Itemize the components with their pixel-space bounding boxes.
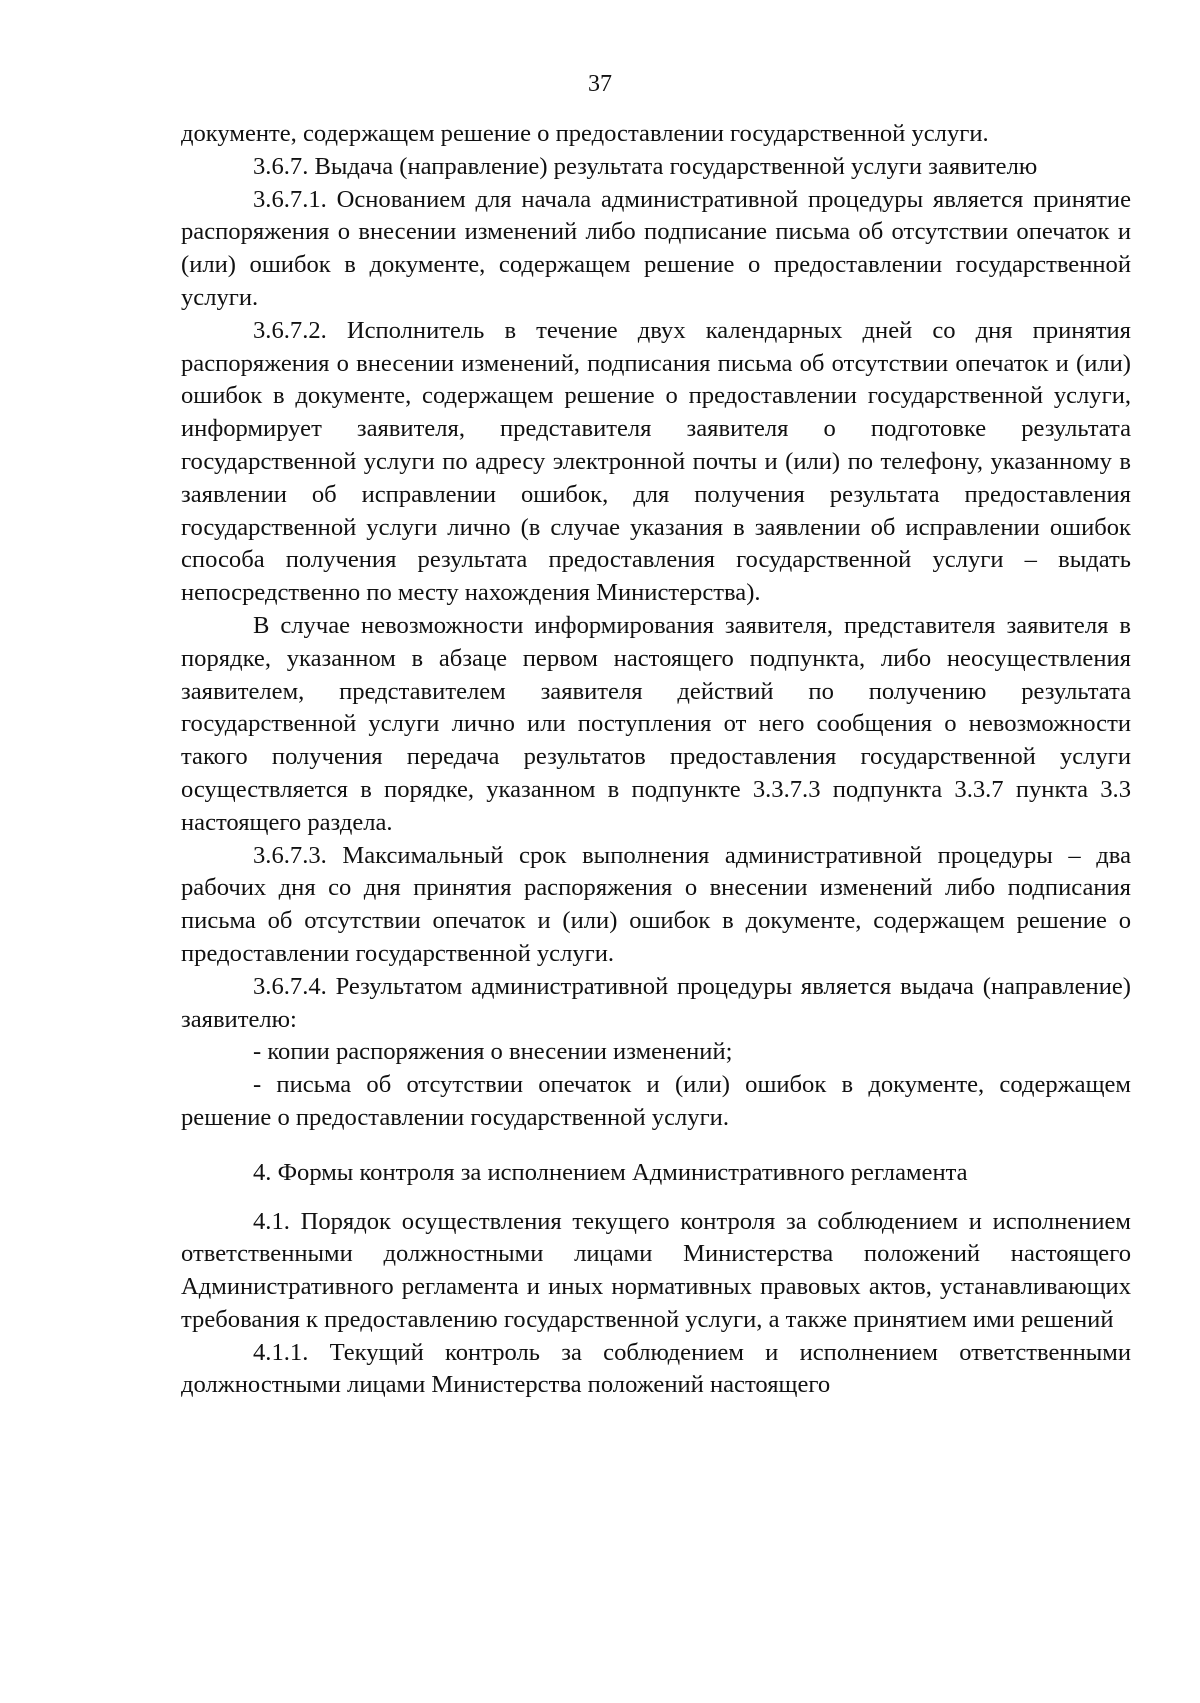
list-item: - копии распоряжения о внесении изменений; [253,1038,733,1066]
paragraph: 4.1. Порядок осуществления текущего контроля за соблюдением и исполнением ответственными должностными лицами Министерства положений настоящего Административного регламента и иных нормативных правовых актов, устанавливающих требования к предоставлению государственной услуги, а также принятием ими решений [181,1207,1131,1333]
page-number: 37 [588,71,612,97]
paragraph: 3.6.7.3. Максимальный срок выполнения административной процедуры – два рабочих дня со дня принятия распоряжения о внесении изменений либо подписания письма об отсутствии опечаток и (или) ошибок в документе, содержащем решение о предоставлении государственной услуги. [181,841,1131,967]
paragraph: 3.6.7.4. Результатом административной процедуры является выдача (направление) заявителю: [181,972,1131,1033]
paragraph: В случае невозможности информирования заявителя, представителя заявителя в порядке, указанном в абзаце первом настоящего подпункта, либо неосуществления заявителем, представителем заявителя действий по получению результата государственной услуги лично или поступления от него сообщения о невозможности такого получения передача результатов предоставления государственной услуги осуществляется в порядке, указанном в подпункте 3.3.7.3 подпункта 3.3.7 пункта 3.3 настоящего раздела. [181,611,1131,836]
paragraph: 3.6.7. Выдача (направление) результата государственной услуги заявителю [253,152,1038,180]
document-body [181,118,1131,1402]
paragraph: 3.6.7.1. Основанием для начала административной процедуры является принятие распоряжения о внесении изменений либо подписание письма об отсутствии опечаток и (или) ошибок в документе, содержащем решение о предоставлении государственной услуги. [181,185,1131,311]
paragraph: документе, содержащем решение о предоставлении государственной услуги. [181,120,989,147]
paragraph: 4.1.1. Текущий контроль за соблюдением и исполнением ответственными должностными лицами Министерства положений настоящего [181,1338,1131,1399]
paragraph: 3.6.7.2. Исполнитель в течение двух календарных дней со дня принятия распоряжения о внесении изменений, подписания письма об отсутствии опечаток и (или) ошибок в документе, содержащем решение о предоставлении государственной услуги, информирует заявителя, представителя заявителя о подготовке результата государственной услуги по адресу электронной почты и (или) по телефону, указанному в заявлении об исправлении ошибок, для получения результата предоставления государственной услуги лично (в случае указания в заявлении об исправлении ошибок способа получения результата предоставления государственной услуги – выдать непосредственно по месту нахождения Министерства). [181,316,1131,607]
list-item: - письма об отсутствии опечаток и (или) ошибок в документе, содержащем решение о предоставлении государственной услуги. [181,1071,1131,1131]
section-heading: 4. Формы контроля за исполнением Административного регламента [253,1158,968,1186]
